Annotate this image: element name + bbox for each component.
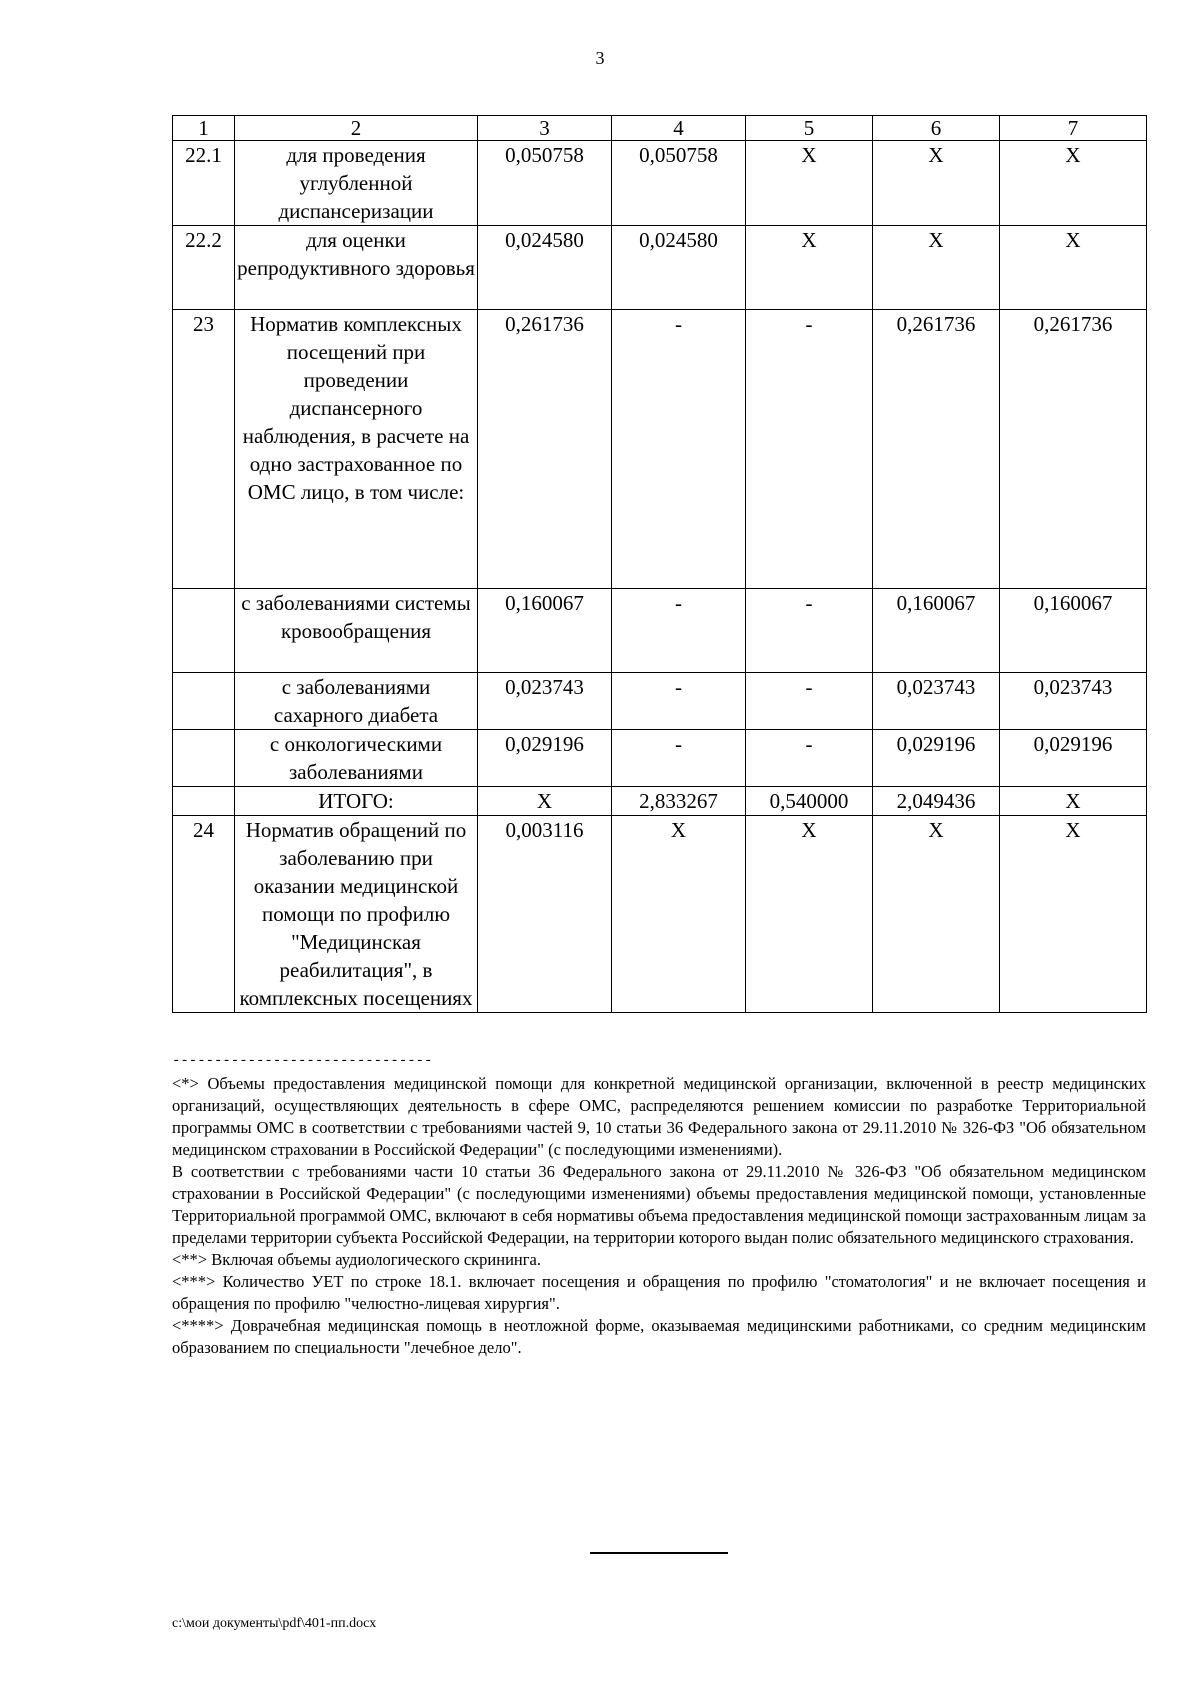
table-row <box>173 730 1147 787</box>
indicator-name-cell: для проведения углубленной диспансеризации <box>235 141 478 226</box>
value-cell: 0,261736 <box>478 310 612 589</box>
row-number-cell: 24 <box>173 816 235 1013</box>
value-cell: 0,029196 <box>1000 730 1147 787</box>
value-cell: 0,050758 <box>612 141 746 226</box>
table-row <box>173 310 1147 589</box>
header-cell: 5 <box>746 116 873 141</box>
footnote: <*> Объемы предоставления медицинской помощи для конкретной медицинской организации, включенной в реестр медицинских организаций, осуществляющих деятельность в сфере ОМС, распределяются решением комиссии по разработке Территориальной программы ОМС в соответствии с требованиями частей 9, 10 статьи 36 Федерального закона от 29.11.2010 № 326-ФЗ "Об обязательном медицинском страховании в Российской Федерации" (с последующими изменениями). <box>172 1074 1146 1159</box>
value-cell: 0,024580 <box>612 226 746 310</box>
value-cell: - <box>612 310 746 589</box>
value-cell: 0,160067 <box>873 589 1000 673</box>
indicator-name-cell: для оценки репродуктивного здоровья <box>235 226 478 310</box>
value-cell: Х <box>1000 226 1147 310</box>
value-cell: Х <box>873 141 1000 226</box>
value-cell: Х <box>746 816 873 1013</box>
value-cell: Х <box>746 141 873 226</box>
value-cell: 0,003116 <box>478 816 612 1013</box>
value-cell: Х <box>1000 816 1147 1013</box>
value-cell: 0,023743 <box>1000 673 1147 730</box>
value-cell: 0,029196 <box>873 730 1000 787</box>
footnote: <***> Количество УЕТ по строке 18.1. включает посещения и обращения по профилю "стоматология" и не включает посещения и обращения по профилю "челюстно-лицевая хирургия". <box>172 1272 1146 1313</box>
value-cell: Х <box>612 816 746 1013</box>
value-cell: Х <box>1000 787 1147 816</box>
table-row <box>173 589 1147 673</box>
row-number-cell: 23 <box>173 310 235 589</box>
value-cell: 0,023743 <box>478 673 612 730</box>
value-cell: Х <box>873 816 1000 1013</box>
header-cell: 3 <box>478 116 612 141</box>
header-cell: 4 <box>612 116 746 141</box>
row-number-cell <box>173 589 235 673</box>
norms-table <box>172 115 1147 1013</box>
value-cell: 0,540000 <box>746 787 873 816</box>
table-row <box>173 226 1147 310</box>
value-cell: 0,023743 <box>873 673 1000 730</box>
value-cell: 0,261736 <box>873 310 1000 589</box>
value-cell: 0,160067 <box>478 589 612 673</box>
value-cell: 2,049436 <box>873 787 1000 816</box>
indicator-name-cell: с онкологическими заболеваниями <box>235 730 478 787</box>
table-row-total <box>173 787 1147 816</box>
value-cell: - <box>746 589 873 673</box>
value-cell: Х <box>873 226 1000 310</box>
row-number-cell <box>173 673 235 730</box>
row-number-cell <box>173 787 235 816</box>
value-cell: 0,029196 <box>478 730 612 787</box>
indicator-name-cell: с заболеваниями системы кровообращения <box>235 589 478 673</box>
value-cell: Х <box>1000 141 1147 226</box>
value-cell: Х <box>478 787 612 816</box>
file-path: c:\мои документы\pdf\401-пп.docx <box>172 1616 377 1631</box>
value-cell: 0,261736 <box>1000 310 1147 589</box>
row-number-cell: 22.1 <box>173 141 235 226</box>
page-number: 3 <box>595 48 605 68</box>
row-number-cell: 22.2 <box>173 226 235 310</box>
indicator-name-cell: Норматив обращений по заболеванию при оказании медицинской помощи по профилю "Медицинская реабилитация", в комплексных посещениях <box>235 816 478 1013</box>
end-of-document-line <box>590 1552 728 1554</box>
footnotes <box>172 1073 1146 1359</box>
header-cell: 7 <box>1000 116 1147 141</box>
footnote-separator: ------------------------------- <box>172 1053 433 1069</box>
indicator-name-cell: ИТОГО: <box>235 787 478 816</box>
value-cell: - <box>746 310 873 589</box>
table-row <box>173 673 1147 730</box>
indicator-name-cell: с заболеваниями сахарного диабета <box>235 673 478 730</box>
header-cell: 2 <box>235 116 478 141</box>
indicator-name-cell: Норматив комплексных посещений при проведении диспансерного наблюдения, в расчете на одно застрахованное по ОМС лицо, в том числе: <box>235 310 478 589</box>
value-cell: 0,024580 <box>478 226 612 310</box>
value-cell: - <box>612 589 746 673</box>
table-row <box>173 141 1147 226</box>
header-cell: 6 <box>873 116 1000 141</box>
table-row <box>173 816 1147 1013</box>
value-cell: 2,833267 <box>612 787 746 816</box>
value-cell: 0,050758 <box>478 141 612 226</box>
value-cell: - <box>612 730 746 787</box>
value-cell: - <box>612 673 746 730</box>
value-cell: - <box>746 730 873 787</box>
value-cell: 0,160067 <box>1000 589 1147 673</box>
value-cell: - <box>746 673 873 730</box>
table-header-row <box>173 116 1147 141</box>
value-cell: Х <box>746 226 873 310</box>
footnote: В соответствии с требованиями части 10 статьи 36 Федерального закона от 29.11.2010 № 326-ФЗ "Об обязательном медицинском страховании в Российской Федерации" (с последующими изменениями) объемы предоставления медицинской помощи, установленные Территориальной программой ОМС, включают в себя нормативы объема предоставления медицинской помощи застрахованным лицам за пределами территории субъекта Российской Федерации, на территории которого выдан полис обязательного медицинского страхования. <box>172 1162 1146 1247</box>
footnote: <**> Включая объемы аудиологического скрининга. <box>172 1250 541 1269</box>
row-number-cell <box>173 730 235 787</box>
header-cell: 1 <box>173 116 235 141</box>
footnote: <****> Доврачебная медицинская помощь в неотложной форме, оказываемая медицинскими работниками, со средним медицинским образованием по специальности "лечебное дело". <box>172 1316 1146 1357</box>
